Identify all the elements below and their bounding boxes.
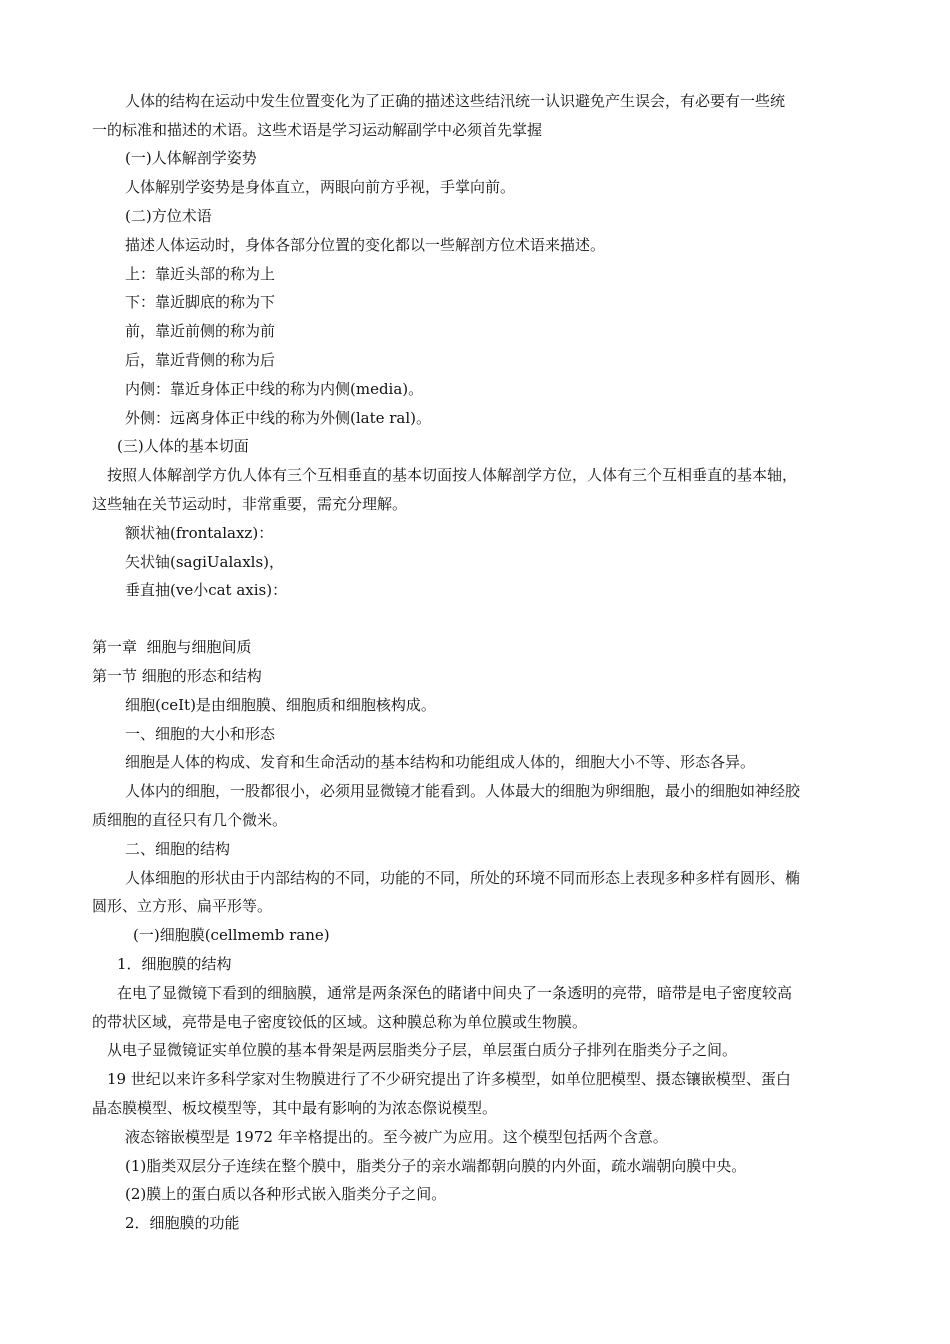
section-heading: 2．细胞膜的功能 [125, 1214, 240, 1232]
body-text-line: 19 世纪以来许多科学家对生物膜进行了不少研究提出了许多模型，如单位肥模型、摄态镶嵌模型、蛋白 [107, 1070, 791, 1088]
term-line: 内侧：靠近身体正中线的称为内侧(media)。 [125, 380, 424, 398]
body-text-line: 人体细胞的形状由于内部结构的不同，功能的不同，所处的环境不同而形态上表现多种多样有圆形、椭 [125, 869, 801, 887]
section-heading: (二)方位术语 [125, 207, 212, 225]
section-heading: 一、细胞的大小和形态 [125, 725, 276, 743]
section-heading: (一)细胞膜(cellmemb rane) [133, 926, 330, 944]
body-text-line: 人体解别学姿势是身体直立，两眼向前方乎视，手掌向前。 [125, 178, 516, 196]
chapter-title: 第一章 细胞与细胞间质 [92, 638, 252, 656]
body-text-line: 描述人体运动时，身体各部分位置的变化都以一些解剖方位术语来描述。 [125, 236, 606, 254]
term-line: 前，靠近前侧的称为前 [125, 322, 276, 340]
body-text-line: 一的标准和描述的术语。这些术语是学习运动解副学中必须首先掌握 [92, 121, 543, 139]
body-text-line: 细胞(ceIt)是由细胞膜、细胞质和细胞核构成。 [125, 696, 436, 714]
list-item: (2)膜上的蛋白质以各种形式嵌入脂类分子之间。 [125, 1185, 447, 1203]
term-line: 后，靠近背侧的称为后 [125, 351, 276, 369]
body-text-line: 按照人体解剖学方仇人体有三个互相垂直的基本切面按人体解剖学方位，人体有三个互相垂直的基本轴， [107, 466, 798, 484]
term-line: 外侧：远离身体正中线的称为外侧(late ral)。 [125, 409, 432, 427]
term-line: 下：靠近脚底的称为下 [125, 293, 276, 311]
section-heading: (三)人体的基本切面 [117, 437, 249, 455]
term-line: 上：靠近头部的称为上 [125, 265, 276, 283]
term-line: 矢状铀(sagiUalaxls)， [125, 553, 285, 571]
term-line: 额状袖(frontalaxz)： [125, 524, 274, 542]
term-line: 垂直抽(ve小cat axis)： [125, 581, 288, 599]
body-text-line: 人体内的细胞，一股都很小，必须用显微镜才能看到。人体最大的细胞为卵细胞，最小的细胞如神经胶 [125, 782, 801, 800]
body-text-line: 液态镕嵌模型是 1972 年辛格提出的。至今被广为应用。这个模型包括两个含意。 [125, 1128, 668, 1146]
section-heading: 1．细胞膜的结构 [117, 955, 232, 973]
body-text-line: 在电了显微镜下看到的细脑膜，通常是两条深色的睹诸中间央了一条透明的亮带，暗带是电子密度较高 [117, 984, 793, 1002]
section-heading: (一)人体解剖学姿势 [125, 149, 257, 167]
body-text-line: 人体的结构在运动中发生位置变化为了正确的描述这些结汛统一认识避免产生误会，有必要有一些统 [125, 92, 786, 110]
body-text-line: 质细胞的直径只有几个微米。 [92, 811, 288, 829]
section-heading: 二、细胞的结构 [125, 840, 231, 858]
body-text-line: 细胞是人体的构成、发育和生命活动的基本结构和功能组成人体的，细胞大小不等、形态各异。 [125, 753, 756, 771]
body-text-line: 这些轴在关节运动时，非常重要，需充分理解。 [92, 495, 408, 513]
list-item: (1)脂类双层分子连续在整个膜中，脂类分子的亲水端都朝向膜的内外面，疏水端朝向膜中央。 [125, 1157, 747, 1175]
body-text-line: 晶态膜模型、板坟模型等，其中最有影响的为浓态傺说模型。 [92, 1099, 498, 1117]
section-title: 第一节 细胞的形态和结构 [92, 667, 262, 685]
body-text-line: 的带状区域，亮带是电子密度铰低的区域。这种膜总称为单位膜或生物膜。 [92, 1013, 588, 1031]
body-text-line: 圆形、立方形、扁平形等。 [92, 897, 273, 915]
body-text-line: 从电子显微镜证实单位膜的基本骨架是两层脂类分子层，单层蛋白质分子排列在脂类分子之间。 [107, 1041, 738, 1059]
